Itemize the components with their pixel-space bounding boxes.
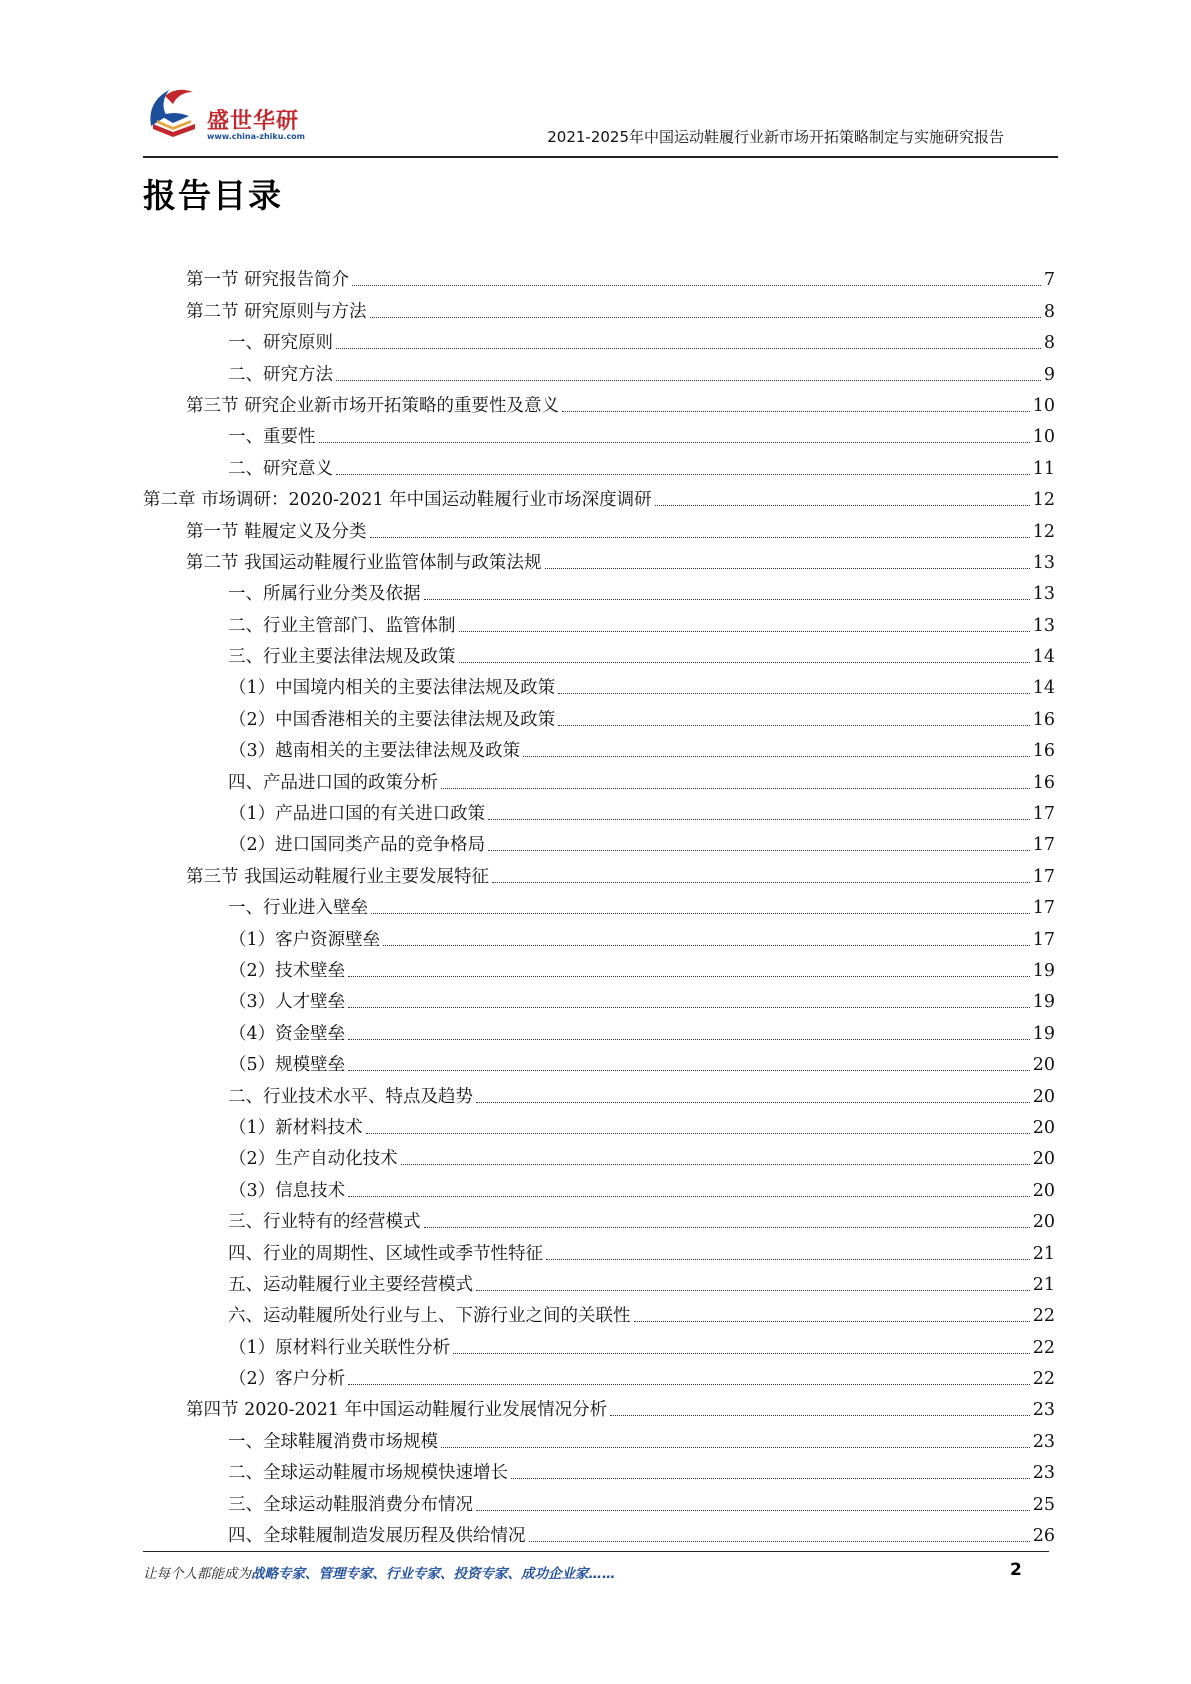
toc-entry[interactable] xyxy=(143,418,1055,449)
toc-dot-leader xyxy=(545,568,1030,569)
toc-entry[interactable] xyxy=(143,1422,1055,1453)
toc-entry-page: 8 xyxy=(1043,301,1055,322)
toc-entry-title: 第四节 2020-2021 年中国运动鞋履行业发展情况分析 xyxy=(186,1400,608,1421)
toc-entry-page: 23 xyxy=(1032,1431,1055,1452)
toc-dot-leader xyxy=(336,380,1041,381)
toc-entry[interactable] xyxy=(143,1360,1055,1391)
toc-entry[interactable] xyxy=(143,1203,1055,1234)
toc-entry-page: 23 xyxy=(1032,1400,1055,1421)
toc-dot-leader xyxy=(424,1227,1030,1228)
toc-dot-leader xyxy=(383,945,1030,946)
page-header xyxy=(143,82,1058,158)
toc-entry-title: （3）人才壁垒 xyxy=(229,992,346,1013)
footer-slogan-highlight: 战略专家、管理专家、行业专家、投资专家、成功企业家…… xyxy=(251,1566,616,1582)
toc-entry[interactable] xyxy=(143,449,1055,480)
toc-entry[interactable] xyxy=(143,1517,1055,1548)
toc-entry[interactable] xyxy=(143,1391,1055,1422)
toc-entry[interactable] xyxy=(143,1328,1055,1359)
toc-entry-page: 20 xyxy=(1032,1055,1055,1076)
toc-entry-title: 二、行业主管部门、监管体制 xyxy=(228,615,456,636)
toc-dot-leader xyxy=(366,1133,1030,1134)
toc-entry[interactable] xyxy=(143,292,1055,323)
toc-entry-title: （1）产品进口国的有关进口政策 xyxy=(229,804,486,825)
toc-entry[interactable] xyxy=(143,983,1055,1014)
toc-entry[interactable] xyxy=(143,1485,1055,1516)
toc-entry-page: 26 xyxy=(1032,1526,1055,1547)
company-logo xyxy=(143,82,333,148)
toc-entry-page: 14 xyxy=(1032,647,1055,668)
logo-text: 盛世华研 xyxy=(207,109,300,134)
toc-entry-page: 12 xyxy=(1032,521,1055,542)
toc-dot-leader xyxy=(348,1384,1030,1385)
toc-dot-leader xyxy=(459,662,1030,663)
toc-entry-page: 17 xyxy=(1032,835,1055,856)
toc-entry-page: 7 xyxy=(1043,270,1055,291)
toc-dot-leader xyxy=(441,788,1030,789)
toc-entry-page: 20 xyxy=(1032,1117,1055,1138)
toc-entry[interactable] xyxy=(143,1297,1055,1328)
toc-dot-leader xyxy=(562,411,1030,412)
toc-entry-page: 9 xyxy=(1043,364,1055,385)
toc-entry-title: 第二节 研究原则与方法 xyxy=(186,301,367,322)
toc-entry-title: （5）规模壁垒 xyxy=(229,1055,346,1076)
toc-entry-title: （3）越南相关的主要法律法规及政策 xyxy=(229,741,521,762)
toc-entry-page: 10 xyxy=(1032,427,1055,448)
book-swoosh-icon xyxy=(143,82,205,142)
toc-entry[interactable] xyxy=(143,1077,1055,1108)
page-title: 报告目录 xyxy=(143,176,283,215)
toc-entry[interactable] xyxy=(143,857,1055,888)
toc-entry-title: 三、行业特有的经营模式 xyxy=(228,1212,421,1233)
toc-entry-page: 17 xyxy=(1032,929,1055,950)
toc-entry-page: 20 xyxy=(1032,1212,1055,1233)
toc-entry-title: 一、重要性 xyxy=(228,427,316,448)
toc-entry-page: 12 xyxy=(1032,490,1055,511)
toc-entry-title: 一、行业进入壁垒 xyxy=(228,898,368,919)
toc-entry-title: （1）客户资源壁垒 xyxy=(229,929,381,950)
toc-entry-title: 五、运动鞋履行业主要经营模式 xyxy=(228,1274,473,1295)
toc-entry-title: 第二节 我国运动鞋履行业监管体制与政策法规 xyxy=(186,552,542,573)
toc-dot-leader xyxy=(352,285,1041,286)
header-divider xyxy=(143,156,1058,158)
toc-dot-leader xyxy=(610,1415,1030,1416)
toc-entry-page: 25 xyxy=(1032,1494,1055,1515)
toc-dot-leader xyxy=(401,1164,1030,1165)
toc-entry-page: 19 xyxy=(1032,992,1055,1013)
toc-entry[interactable] xyxy=(143,795,1055,826)
toc-entry-title: 四、行业的周期性、区域性或季节性特征 xyxy=(228,1243,543,1264)
toc-entry-page: 19 xyxy=(1032,960,1055,981)
toc-entry[interactable] xyxy=(143,732,1055,763)
toc-entry-title: 第一节 研究报告简介 xyxy=(186,270,350,291)
toc-entry-page: 20 xyxy=(1032,1086,1055,1107)
toc-entry[interactable] xyxy=(143,1234,1055,1265)
toc-entry-page: 23 xyxy=(1032,1463,1055,1484)
toc-entry-title: 第三节 我国运动鞋履行业主要发展特征 xyxy=(186,866,490,887)
toc-entry-title: 六、运动鞋履所处行业与上、下游行业之间的关联性 xyxy=(228,1306,631,1327)
toc-entry-page: 20 xyxy=(1032,1180,1055,1201)
toc-entry-page: 21 xyxy=(1032,1274,1055,1295)
report-title: 2021-2025年中国运动鞋履行业新市场开拓策略制定与实施研究报告 xyxy=(547,128,1004,146)
toc-entry-title: （1）中国境内相关的主要法律法规及政策 xyxy=(229,678,556,699)
toc-dot-leader xyxy=(529,1541,1030,1542)
toc-entry-title: 二、行业技术水平、特点及趋势 xyxy=(228,1086,473,1107)
toc-entry[interactable] xyxy=(143,669,1055,700)
toc-dot-leader xyxy=(459,631,1030,632)
toc-entry-page: 8 xyxy=(1043,333,1055,354)
toc-dot-leader xyxy=(348,1196,1030,1197)
toc-entry-page: 16 xyxy=(1032,772,1055,793)
toc-entry[interactable] xyxy=(143,1046,1055,1077)
toc-dot-leader xyxy=(348,1070,1030,1071)
table-of-contents xyxy=(143,261,1055,1548)
toc-entry-page: 21 xyxy=(1032,1243,1055,1264)
toc-entry-title: 一、全球鞋履消费市场规模 xyxy=(228,1431,438,1452)
toc-entry-title: 二、全球运动鞋履市场规模快速增长 xyxy=(228,1463,508,1484)
toc-entry[interactable] xyxy=(143,387,1055,418)
toc-entry[interactable] xyxy=(143,512,1055,543)
toc-dot-leader xyxy=(523,756,1030,757)
toc-dot-leader xyxy=(424,599,1030,600)
toc-dot-leader xyxy=(348,976,1030,977)
toc-entry-title: 第二章 市场调研：2020-2021 年中国运动鞋履行业市场深度调研 xyxy=(143,490,652,511)
toc-dot-leader xyxy=(655,505,1030,506)
footer-slogan xyxy=(143,1562,616,1582)
toc-entry[interactable] xyxy=(143,700,1055,731)
toc-dot-leader xyxy=(546,1259,1030,1260)
toc-entry-title: 三、全球运动鞋服消费分布情况 xyxy=(228,1494,473,1515)
toc-entry-title: 四、全球鞋履制造发展历程及供给情况 xyxy=(228,1526,526,1547)
toc-entry[interactable] xyxy=(143,1171,1055,1202)
toc-entry-page: 17 xyxy=(1032,866,1055,887)
toc-dot-leader xyxy=(558,725,1030,726)
toc-dot-leader xyxy=(336,348,1041,349)
toc-entry[interactable] xyxy=(143,1266,1055,1297)
toc-entry-page: 17 xyxy=(1032,804,1055,825)
toc-entry[interactable] xyxy=(143,889,1055,920)
toc-dot-leader xyxy=(336,474,1030,475)
toc-entry-title: （2）进口国同类产品的竞争格局 xyxy=(229,835,486,856)
toc-dot-leader xyxy=(371,913,1030,914)
toc-entry-page: 13 xyxy=(1032,615,1055,636)
toc-dot-leader xyxy=(634,1321,1030,1322)
toc-dot-leader xyxy=(492,882,1030,883)
toc-dot-leader xyxy=(319,442,1030,443)
toc-entry-title: （2）生产自动化技术 xyxy=(229,1149,398,1170)
toc-dot-leader xyxy=(348,1039,1030,1040)
toc-entry-page: 16 xyxy=(1032,741,1055,762)
toc-entry-title: （1）原材料行业关联性分析 xyxy=(229,1337,451,1358)
toc-entry-page: 13 xyxy=(1032,584,1055,605)
toc-entry[interactable] xyxy=(143,355,1055,386)
toc-entry-title: 第一节 鞋履定义及分类 xyxy=(186,521,367,542)
toc-entry-title: 二、研究意义 xyxy=(228,458,333,479)
toc-entry-page: 22 xyxy=(1032,1306,1055,1327)
toc-entry-page: 22 xyxy=(1032,1337,1055,1358)
toc-dot-leader xyxy=(348,1007,1030,1008)
toc-entry-page: 20 xyxy=(1032,1149,1055,1170)
page-number: 2 xyxy=(1010,1560,1022,1580)
toc-entry[interactable] xyxy=(143,481,1055,512)
toc-dot-leader xyxy=(476,1510,1030,1511)
toc-entry[interactable] xyxy=(143,1454,1055,1485)
logo-url: www.china-zhiku.com xyxy=(207,132,306,141)
footer-slogan-prefix: 让每个人都能成为 xyxy=(143,1566,251,1582)
toc-entry-title: （2）中国香港相关的主要法律法规及政策 xyxy=(229,709,556,730)
toc-entry-page: 19 xyxy=(1032,1023,1055,1044)
toc-entry-page: 22 xyxy=(1032,1369,1055,1390)
toc-dot-leader xyxy=(476,1102,1030,1103)
toc-entry[interactable] xyxy=(143,1014,1055,1045)
toc-dot-leader xyxy=(476,1290,1030,1291)
toc-dot-leader xyxy=(558,693,1030,694)
toc-dot-leader xyxy=(488,850,1030,851)
toc-dot-leader xyxy=(370,537,1030,538)
toc-entry-title: （1）新材料技术 xyxy=(229,1117,363,1138)
toc-entry-title: 一、所属行业分类及依据 xyxy=(228,584,421,605)
toc-entry-page: 13 xyxy=(1032,552,1055,573)
toc-entry[interactable] xyxy=(143,324,1055,355)
toc-entry[interactable] xyxy=(143,261,1055,292)
toc-entry[interactable] xyxy=(143,763,1055,794)
toc-entry-page: 11 xyxy=(1032,458,1055,479)
toc-dot-leader xyxy=(441,1447,1030,1448)
toc-entry-title: （3）信息技术 xyxy=(229,1180,346,1201)
toc-entry-page: 10 xyxy=(1032,395,1055,416)
toc-entry[interactable] xyxy=(143,544,1055,575)
toc-entry-title: （4）资金壁垒 xyxy=(229,1023,346,1044)
toc-entry[interactable] xyxy=(143,1140,1055,1171)
toc-entry-title: 一、研究原则 xyxy=(228,333,333,354)
toc-entry-title: 二、研究方法 xyxy=(228,364,333,385)
toc-entry[interactable] xyxy=(143,638,1055,669)
footer-divider xyxy=(143,1551,1049,1552)
toc-entry-page: 14 xyxy=(1032,678,1055,699)
toc-entry-title: （2）技术壁垒 xyxy=(229,960,346,981)
toc-entry-page: 17 xyxy=(1032,898,1055,919)
toc-entry[interactable] xyxy=(143,1109,1055,1140)
toc-entry-title: 第三节 研究企业新市场开拓策略的重要性及意义 xyxy=(186,395,560,416)
toc-dot-leader xyxy=(488,819,1030,820)
toc-entry-title: 三、行业主要法律法规及政策 xyxy=(228,647,456,668)
toc-entry[interactable] xyxy=(143,606,1055,637)
toc-entry-title: （2）客户分析 xyxy=(229,1369,346,1390)
toc-dot-leader xyxy=(511,1478,1030,1479)
toc-entry-page: 16 xyxy=(1032,709,1055,730)
toc-entry[interactable] xyxy=(143,575,1055,606)
toc-dot-leader xyxy=(370,317,1041,318)
toc-entry[interactable] xyxy=(143,826,1055,857)
toc-entry[interactable] xyxy=(143,952,1055,983)
toc-entry-title: 四、产品进口国的政策分析 xyxy=(228,772,438,793)
toc-entry[interactable] xyxy=(143,920,1055,951)
toc-dot-leader xyxy=(453,1353,1030,1354)
